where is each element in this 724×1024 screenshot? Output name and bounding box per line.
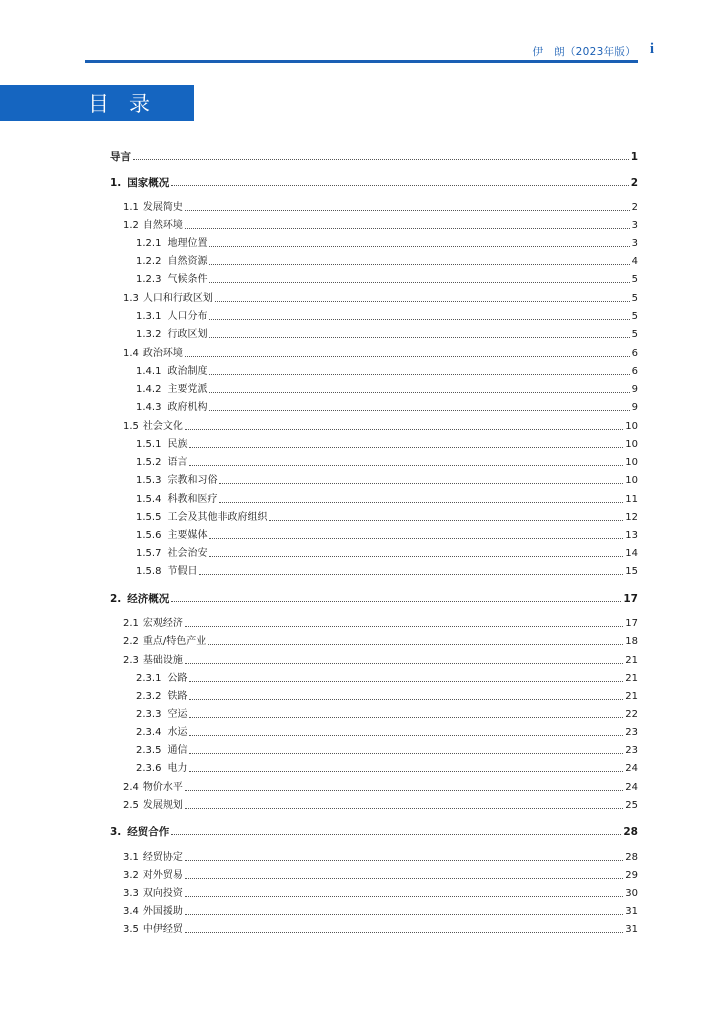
toc-section-entry[interactable] <box>123 798 638 812</box>
toc-dot-leader <box>219 502 623 503</box>
toc-entry-page: 10 <box>625 421 638 432</box>
toc-entry-page: 23 <box>625 727 638 738</box>
toc-section-entry[interactable] <box>136 455 638 469</box>
toc-section-entry[interactable] <box>136 689 638 703</box>
toc-dot-leader <box>185 932 623 933</box>
toc-chapter-entry[interactable] <box>110 149 638 163</box>
toc-entry-label: 公路 <box>167 673 188 684</box>
toc-entry-page: 31 <box>625 924 638 935</box>
toc-section-entry[interactable] <box>136 743 638 757</box>
toc-dot-leader <box>209 392 629 393</box>
toc-entry-number: 2. <box>110 593 122 605</box>
toc-section-entry[interactable] <box>136 725 638 739</box>
toc-entry-number: 2.3.2 <box>136 691 162 702</box>
toc-section-entry[interactable] <box>136 492 638 506</box>
toc-dot-leader <box>209 374 629 375</box>
toc-entry-label: 自然资源 <box>167 256 208 267</box>
toc-entry-page: 24 <box>625 763 638 774</box>
toc-entry-page: 10 <box>625 439 638 450</box>
toc-section-entry[interactable] <box>136 364 638 378</box>
toc-entry-label: 自然环境 <box>142 220 183 231</box>
toc-section-entry[interactable] <box>123 922 638 936</box>
toc-entry-number: 3.4 <box>123 906 139 917</box>
toc-dot-leader <box>209 337 629 338</box>
toc-entry-label: 水运 <box>167 727 188 738</box>
toc-section-entry[interactable] <box>123 868 638 882</box>
toc-section-entry[interactable] <box>123 634 638 648</box>
toc-entry-page: 28 <box>625 852 638 863</box>
toc-dot-leader <box>189 681 623 682</box>
toc-entry-number: 3.5 <box>123 924 139 935</box>
toc-entry-number: 1.5.2 <box>136 457 162 468</box>
toc-entry-label: 基础设施 <box>142 655 183 666</box>
toc-chapter-entry[interactable] <box>110 175 638 189</box>
toc-dot-leader <box>185 878 623 879</box>
toc-chapter-entry[interactable] <box>110 591 638 605</box>
toc-entry-number: 2.5 <box>123 800 139 811</box>
toc-section-entry[interactable] <box>123 780 638 794</box>
toc-entry-number: 1.3.2 <box>136 329 162 340</box>
toc-entry-label: 科教和医疗 <box>167 494 218 505</box>
toc-dot-leader <box>185 790 623 791</box>
toc-section-entry[interactable] <box>136 254 638 268</box>
toc-section-entry[interactable] <box>123 850 638 864</box>
toc-dot-leader <box>209 556 623 557</box>
toc-section-entry[interactable] <box>123 886 638 900</box>
toc-entry-page: 13 <box>625 530 638 541</box>
toc-entry-page: 17 <box>625 618 638 629</box>
toc-section-entry[interactable] <box>136 309 638 323</box>
toc-entry-label: 政治制度 <box>167 366 208 377</box>
toc-section-entry[interactable] <box>123 616 638 630</box>
toc-entry-number: 2.3.1 <box>136 673 162 684</box>
toc-dot-leader <box>185 356 630 357</box>
toc-entry-page: 28 <box>623 826 638 838</box>
toc-entry-label: 社会治安 <box>167 548 208 559</box>
toc-entry-number: 1.4.2 <box>136 384 162 395</box>
toc-entry-number: 1. <box>110 177 122 189</box>
toc-dot-leader <box>185 429 623 430</box>
toc-entry-label: 电力 <box>167 763 188 774</box>
toc-section-entry[interactable] <box>123 218 638 232</box>
toc-entry-page: 5 <box>631 329 638 340</box>
toc-dot-leader <box>189 771 623 772</box>
toc-entry-page: 14 <box>625 548 638 559</box>
toc-section-entry[interactable] <box>136 761 638 775</box>
toc-entry-label: 国家概况 <box>127 177 170 189</box>
toc-entry-number: 1.5.6 <box>136 530 162 541</box>
toc-entry-page: 10 <box>625 457 638 468</box>
toc-entry-page: 5 <box>631 293 638 304</box>
toc-entry-number: 2.1 <box>123 618 139 629</box>
toc-entry-number: 1.2.2 <box>136 256 162 267</box>
toc-entry-page: 3 <box>631 238 638 249</box>
toc-entry-page: 21 <box>625 655 638 666</box>
toc-entry-page: 17 <box>623 593 638 605</box>
toc-section-entry[interactable] <box>136 546 638 560</box>
toc-section-entry[interactable] <box>136 236 638 250</box>
toc-entry-page: 1 <box>630 151 638 163</box>
toc-entry-number: 3. <box>110 826 122 838</box>
toc-entry-label: 社会文化 <box>142 421 183 432</box>
toc-entry-page: 6 <box>631 348 638 359</box>
toc-entry-label: 地理位置 <box>167 238 208 249</box>
toc-dot-leader <box>185 896 623 897</box>
toc-dot-leader <box>185 808 623 809</box>
toc-entry-page: 9 <box>631 402 638 413</box>
toc-entry-number: 1.2 <box>123 220 139 231</box>
toc-entry-label: 空运 <box>167 709 188 720</box>
toc-section-entry[interactable] <box>136 327 638 341</box>
toc-entry-page: 24 <box>625 782 638 793</box>
toc-entry-number: 2.3.4 <box>136 727 162 738</box>
toc-entry-number: 1.5.3 <box>136 475 162 486</box>
toc-entry-label: 人口和行政区划 <box>142 293 213 304</box>
toc-dot-leader <box>185 626 623 627</box>
toc-entry-number: 3.3 <box>123 888 139 899</box>
toc-dot-leader <box>189 735 623 736</box>
page-title: 目录 <box>88 92 170 116</box>
toc-entry-label: 民族 <box>167 439 188 450</box>
toc-entry-number: 1.3 <box>123 293 139 304</box>
toc-entry-label: 经济概况 <box>127 593 170 605</box>
toc-entry-number: 1.4 <box>123 348 139 359</box>
toc-entry-page: 2 <box>631 202 638 213</box>
toc-chapter-entry[interactable] <box>110 824 638 838</box>
toc-dot-leader <box>171 601 621 602</box>
toc-dot-leader <box>185 860 623 861</box>
toc-entry-label: 气候条件 <box>167 274 208 285</box>
toc-entry-label: 物价水平 <box>142 782 183 793</box>
toc-entry-number: 1.2.3 <box>136 274 162 285</box>
toc-entry-label: 主要党派 <box>167 384 208 395</box>
toc-entry-page: 3 <box>631 220 638 231</box>
toc-section-entry[interactable] <box>136 564 638 578</box>
toc-entry-page: 29 <box>625 870 638 881</box>
toc-dot-leader <box>171 185 628 186</box>
toc-dot-leader <box>269 520 623 521</box>
toc-section-entry[interactable] <box>136 671 638 685</box>
toc-section-entry[interactable] <box>136 528 638 542</box>
toc-dot-leader <box>219 483 623 484</box>
toc-dot-leader <box>171 834 621 835</box>
toc-entry-number: 1.5.1 <box>136 439 162 450</box>
toc-entry-page: 25 <box>625 800 638 811</box>
toc-entry-page: 9 <box>631 384 638 395</box>
toc-entry-label: 行政区划 <box>167 329 208 340</box>
toc-entry-number: 1.5 <box>123 421 139 432</box>
toc-entry-label: 重点/特色产业 <box>142 636 207 647</box>
toc-dot-leader <box>189 717 623 718</box>
toc-entry-label: 宗教和习俗 <box>167 475 218 486</box>
toc-entry-label: 双向投资 <box>142 888 183 899</box>
toc-dot-leader <box>208 644 623 645</box>
toc-dot-leader <box>185 663 623 664</box>
toc-entry-label: 节假日 <box>167 566 198 577</box>
toc-section-entry[interactable] <box>123 346 638 360</box>
toc-entry-page: 30 <box>625 888 638 899</box>
toc-dot-leader <box>215 301 630 302</box>
running-header-title: 伊 朗（2023年版） <box>532 46 636 58</box>
toc-section-entry[interactable] <box>136 510 638 524</box>
toc-section-entry[interactable] <box>136 707 638 721</box>
toc-entry-page: 22 <box>625 709 638 720</box>
toc-entry-number: 1.3.1 <box>136 311 162 322</box>
toc-section-entry[interactable] <box>136 400 638 414</box>
toc-entry-page: 10 <box>625 475 638 486</box>
toc-entry-number: 1.4.3 <box>136 402 162 413</box>
toc-section-entry[interactable] <box>123 904 638 918</box>
toc-section-entry[interactable] <box>136 473 638 487</box>
toc-entry-page: 18 <box>625 636 638 647</box>
toc-entry-number: 1.1 <box>123 202 139 213</box>
page-number-marker: i <box>649 41 654 57</box>
toc-section-entry[interactable] <box>123 200 638 214</box>
toc-entry-label: 政府机构 <box>167 402 208 413</box>
toc-entry-number: 3.1 <box>123 852 139 863</box>
toc-dot-leader <box>209 282 629 283</box>
toc-dot-leader <box>189 699 623 700</box>
toc-section-entry[interactable] <box>123 653 638 667</box>
toc-section-entry[interactable] <box>123 419 638 433</box>
toc-entry-page: 4 <box>631 256 638 267</box>
toc-entry-label: 语言 <box>167 457 188 468</box>
toc-entry-number: 2.3.3 <box>136 709 162 720</box>
toc-entry-label: 主要媒体 <box>167 530 208 541</box>
toc-entry-page: 6 <box>631 366 638 377</box>
toc-dot-leader <box>209 264 629 265</box>
toc-entry-number: 1.5.4 <box>136 494 162 505</box>
toc-entry-number: 2.3.5 <box>136 745 162 756</box>
toc-entry-label: 发展规划 <box>142 800 183 811</box>
toc-entry-label: 经贸协定 <box>142 852 183 863</box>
toc-entry-page: 11 <box>625 494 638 505</box>
toc-entry-number: 3.2 <box>123 870 139 881</box>
toc-entry-number: 2.3.6 <box>136 763 162 774</box>
toc-entry-page: 21 <box>625 673 638 684</box>
toc-dot-leader <box>189 753 623 754</box>
toc-dot-leader <box>185 210 630 211</box>
toc-entry-number: 2.2 <box>123 636 139 647</box>
toc-entry-page: 2 <box>630 177 638 189</box>
toc-dot-leader <box>209 538 623 539</box>
toc-entry-label: 发展简史 <box>142 202 183 213</box>
toc-entry-label: 工会及其他非政府组织 <box>167 512 268 523</box>
toc-entry-number: 1.5.5 <box>136 512 162 523</box>
toc-entry-page: 21 <box>625 691 638 702</box>
toc-dot-leader <box>189 465 623 466</box>
toc-entry-label: 通信 <box>167 745 188 756</box>
toc-dot-leader <box>133 159 629 160</box>
toc-entry-page: 31 <box>625 906 638 917</box>
toc-entry-page: 5 <box>631 311 638 322</box>
toc-entry-label: 中伊经贸 <box>142 924 183 935</box>
toc-entry-number: 2.3 <box>123 655 139 666</box>
toc-entry-page: 23 <box>625 745 638 756</box>
toc-entry-page: 12 <box>625 512 638 523</box>
toc-entry-number: 1.5.8 <box>136 566 162 577</box>
toc-section-entry[interactable] <box>136 437 638 451</box>
toc-entry-label: 宏观经济 <box>142 618 183 629</box>
toc-section-entry[interactable] <box>123 291 638 305</box>
toc-entry-page: 15 <box>625 566 638 577</box>
toc-entry-number: 2.4 <box>123 782 139 793</box>
toc-section-entry[interactable] <box>136 382 638 396</box>
toc-dot-leader <box>209 319 629 320</box>
toc-dot-leader <box>199 574 623 575</box>
toc-dot-leader <box>185 228 630 229</box>
toc-entry-label: 导言 <box>110 151 131 163</box>
toc-entry-label: 经贸合作 <box>127 826 170 838</box>
toc-entry-number: 1.4.1 <box>136 366 162 377</box>
toc-dot-leader <box>209 246 629 247</box>
toc-entry-page: 5 <box>631 274 638 285</box>
toc-entry-label: 对外贸易 <box>142 870 183 881</box>
toc-entry-number: 1.2.1 <box>136 238 162 249</box>
toc-dot-leader <box>185 914 623 915</box>
toc-dot-leader <box>189 447 623 448</box>
toc-entry-label: 人口分布 <box>167 311 208 322</box>
toc-entry-number: 1.5.7 <box>136 548 162 559</box>
toc-entry-label: 政治环境 <box>142 348 183 359</box>
toc-section-entry[interactable] <box>136 272 638 286</box>
toc-entry-label: 外国援助 <box>142 906 183 917</box>
toc-entry-label: 铁路 <box>167 691 188 702</box>
toc-dot-leader <box>209 410 629 411</box>
